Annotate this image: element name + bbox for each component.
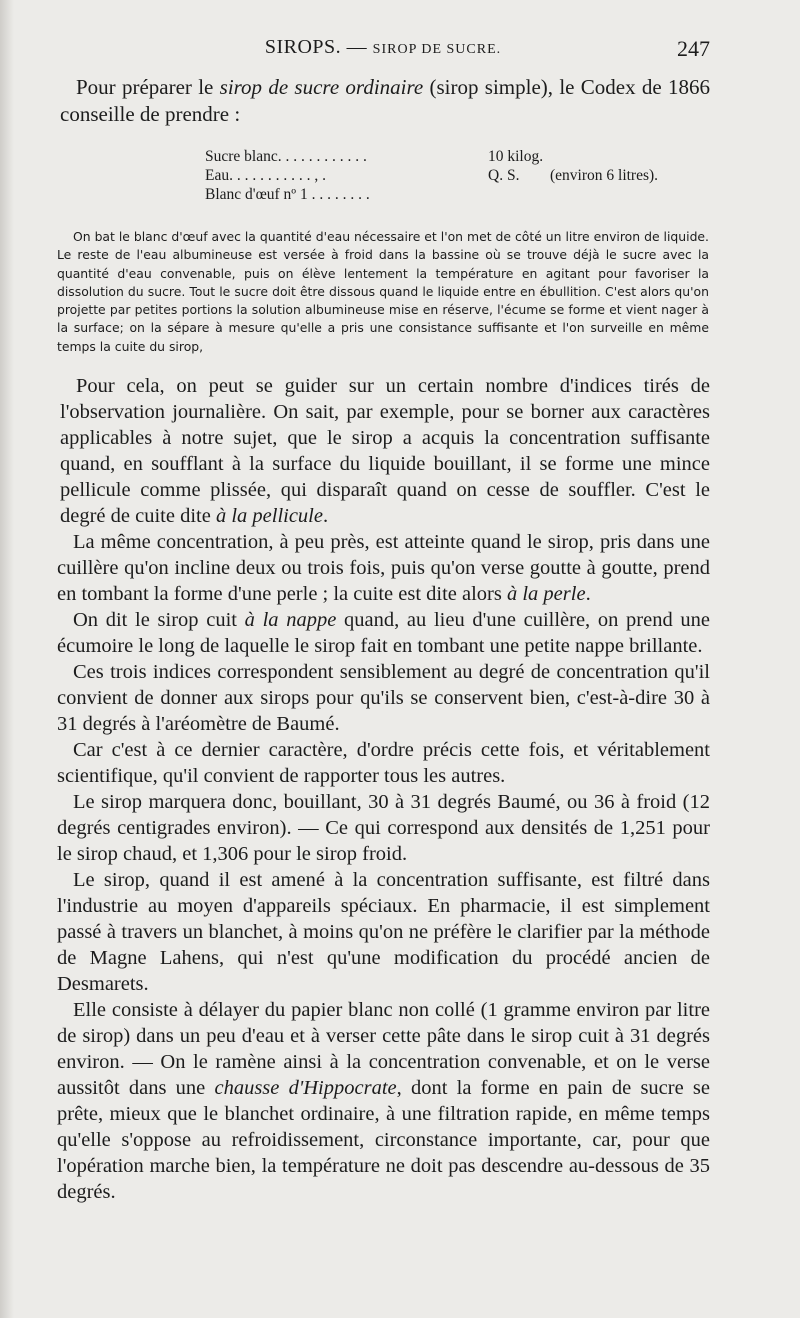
ingredient-note: (environ 6 litres). [550, 167, 659, 184]
body-paragraph [57, 737, 710, 789]
page-number: 247 [677, 36, 710, 61]
paragraph-text: Ces trois indices correspondent sensiblement au degré de concentration qu'il convient de donner aux sirops pour qu'ils se conservent bien, c'est-à-dire 30 à 31 degrés à l'aréomètre de Baumé. [57, 661, 710, 735]
paragraph-text: On dit le sirop cuit [73, 609, 245, 631]
body-paragraph [57, 867, 710, 997]
body-paragraph [57, 789, 710, 867]
paragraph-text-end: . [322, 505, 329, 527]
ingredient-quantity: Q. S. [488, 167, 520, 184]
header-dash: — [346, 36, 368, 58]
page-binding-shadow [0, 0, 14, 1318]
ingredient-quantity: 10 kilog. [488, 148, 544, 165]
body-paragraph [57, 997, 710, 1205]
body-paragraph [57, 529, 710, 607]
intro-paragraph [60, 74, 710, 128]
running-header [56, 36, 710, 60]
intro-text-after: (sirop simple), le Codex de 1866 conseille de prendre : [60, 75, 710, 126]
header-title [56, 36, 710, 59]
header-title-sub: SIROP DE SUCRE. [372, 42, 502, 57]
body-paragraph [57, 607, 710, 659]
paragraph-text: La même concentration, à peu près, est atteinte quand le sirop, pris dans une cuillère qu'on incline deux ou trois fois, puis qu'on verse goutte à goutte, prend en tombant la forme d'une perle ; la cuite est dite alors [57, 531, 710, 605]
paragraph-text-end: . [585, 583, 591, 605]
paragraph-emphasis: à la perle [506, 583, 586, 605]
paragraph-emphasis: à la nappe [244, 609, 337, 631]
paragraph-text: Le sirop, quand il est amené à la concentration suffisante, est filtré dans l'industrie au moyen d'appareils spéciaux. En pharmacie, il est simplement passé à travers un blanchet, à moins qu'on ne préfère le clarifier par la méthode de Magne Lahens, qui n'est qu'une modification du procédé ancien de Desmarets. [57, 869, 710, 995]
recipe-row [205, 167, 705, 186]
paragraph-emphasis: chausse d'Hippocrate [214, 1077, 397, 1099]
paragraph-text: Elle consiste à délayer du papier blanc non collé (1 gramme environ par litre de sirop) dans un peu d'eau et à verser cette pâte dans le sirop cuit à 31 degrés environ. — On le ramène ainsi à la concentration convenable, et on le verse aussitôt dans une [57, 999, 710, 1099]
ingredient-name: Eau. . . . . . . . . . . , . [205, 167, 326, 184]
intro-text-before: Pour préparer le [76, 75, 220, 99]
ingredient-name: Sucre blanc. . . . . . . . . . . . [205, 148, 367, 165]
intro-emphasis: sirop de sucre ordinaire [219, 75, 424, 99]
body-paragraph [60, 373, 710, 529]
recipe-row [205, 148, 705, 167]
paragraph-text-end: quand, au lieu d'une cuillère, on prend une écumoire le long de laquelle le sirop fait en tombant une petite nappe brillante. [57, 609, 711, 657]
procedure-note: On bat le blanc d'œuf avec la quantité d'eau nécessaire et l'on met de côté un litre environ de liquide. Le reste de l'eau albumineuse est versée à froid dans la bassine où se trouve déjà le sucre avec la quantité d'eau convenable, puis on élève lentement la température en agitant pour favoriser la dissolution du sucre. Tout le sucre doit être dissous quand le liquide entre en ébullition. C'est alors qu'on projette par petites portions la solution albumineuse mise en réserve, l'écume se forme et vient nager à la surface; on la sépare à mesure qu'elle a pris une consistance suffisante et l'on surveille en même temps la cuite du sirop, [57, 229, 709, 354]
paragraph-text: Car c'est à ce dernier caractère, d'ordre précis cette fois, et véritablement scientifique, qu'il convient de rapporter tous les autres. [57, 739, 710, 787]
paragraph-text: Pour cela, on peut se guider sur un certain nombre d'indices tirés de l'observation journalière. On sait, par exemple, pour se borner aux caractères applicables à notre sujet, que le sirop a acquis la concentration suffisante quand, en soufflant à la surface du liquide bouillant, il se forme une mince pellicule comme plissée, qui disparaît quand on cesse de souffler. C'est le degré de cuite dite [60, 375, 710, 527]
paragraph-text: Le sirop marquera donc, bouillant, 30 à 31 degrés Baumé, ou 36 à froid (12 degrés centigrades environ). — Ce qui correspond aux densités de 1,251 pour le sirop chaud, et 1,306 pour le sirop froid. [57, 791, 710, 865]
paragraph-emphasis: à la pellicule [215, 505, 323, 527]
recipe-list [205, 148, 705, 205]
body-paragraph [57, 659, 710, 737]
paragraph-text-end: , dont la forme en pain de sucre se prête, mieux que le blanchet ordinaire, à une filtration rapide, en même temps qu'elle s'oppose au refroidissement, circonstance importante, car, pour que l'opération marche bien, la température ne doit pas descendre au-dessous de 35 degrés. [57, 1077, 710, 1203]
ingredient-name: Blanc d'œuf nº 1 . . . . . . . . [205, 186, 370, 203]
recipe-row [205, 186, 705, 205]
header-title-main: SIROPS. [264, 36, 342, 58]
main-text [57, 373, 710, 1205]
